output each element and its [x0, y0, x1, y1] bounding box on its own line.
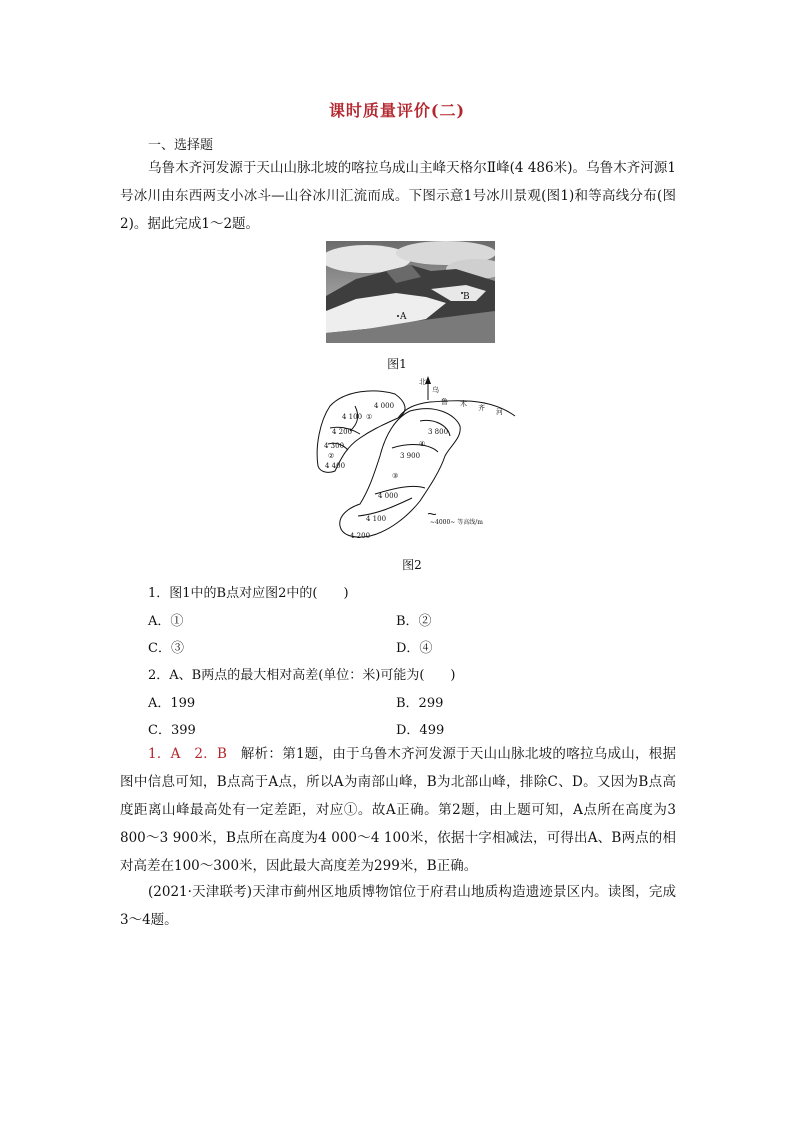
question-1-option-d: D．④	[396, 641, 433, 656]
intro-paragraph: 乌鲁木齐河发源于天山山脉北坡的喀拉乌成山主峰天格尔Ⅱ峰(4 486米)。乌鲁木齐河源1号冰川由东西两支小冰斗—山谷冰川汇流而成。下图示意1号冰川景观(图1)和等高线分布(图2)。据此完成1～2题。	[120, 160, 676, 232]
photo-label-b: B	[463, 292, 470, 302]
glacier-photo	[326, 241, 495, 343]
map-legend: ~4000~ 等高线/m	[430, 519, 483, 526]
answer-paragraph	[120, 740, 676, 880]
question-2-option-a: A．199	[148, 696, 196, 711]
contour-label: 3 900	[400, 452, 421, 460]
contour-label: 4 100	[366, 515, 387, 523]
answer-key: 1．A 2．B	[148, 746, 227, 762]
question-2-stem: 2．A、B两点的最大相对高差(单位：米)可能为( )	[148, 668, 456, 683]
circle-label: ②	[328, 452, 335, 460]
contour-label: 4 000	[374, 402, 395, 410]
next-intro-paragraph: (2021·天津联考)天津市蓟州区地质博物馆位于府君山地质构造遗迹景区内。读图，完成3～4题。	[120, 884, 676, 928]
circle-label: ④	[419, 440, 426, 448]
question-1-option-b: B．②	[396, 614, 432, 629]
river-label: 河	[496, 408, 503, 416]
contour-label: 4 200	[350, 532, 371, 540]
circle-label: ①	[366, 413, 373, 421]
section-heading: 一、选择题	[148, 138, 214, 153]
question-2-option-b: B．299	[396, 696, 444, 711]
river-label: 齐	[478, 404, 485, 412]
contour-label: 4 100	[342, 413, 363, 421]
question-2-option-d: D．499	[396, 723, 445, 738]
page-title: 课时质量评价(二)	[328, 101, 466, 120]
north-label: 北	[419, 378, 426, 386]
river-label: 乌	[432, 386, 439, 394]
circle-label: ③	[392, 472, 399, 480]
contour-label: 4 400	[325, 462, 346, 470]
contour-label: 3 800	[428, 428, 449, 436]
photo-label-a: A	[400, 312, 407, 322]
river-label: 木	[460, 400, 467, 408]
figure2-caption: 图2	[402, 558, 422, 572]
question-2-option-c: C．399	[148, 723, 196, 738]
question-1-option-c: C．③	[148, 641, 184, 656]
contour-label: 4 200	[332, 428, 353, 436]
contour-label: 4 000	[378, 492, 399, 500]
contour-map	[300, 376, 520, 551]
answer-explanation: 解析：第1题，由于乌鲁木齐河发源于天山山脉北坡的喀拉乌成山，根据图中信息可知，B点高于A点，所以A为南部山峰，B为北部山峰，排除C、D。又因为B点高度距离山峰最高处有一定差距，对应①。故A正确。第2题，由上题可知，A点所在高度为3 800～3 900米，B点所在高度为4 000～4 100米，依据十字相减法，可得出A、B两点的相对高差在100～300米，因此最大高度差为299米，B正确。	[120, 746, 676, 874]
figure1-caption: 图1	[387, 357, 407, 371]
question-1-option-a: A．①	[148, 614, 184, 629]
question-1-stem: 1．图1中的B点对应图2中的( )	[148, 586, 349, 601]
contour-label: 4 300	[324, 442, 345, 450]
river-label: 鲁	[441, 398, 448, 406]
